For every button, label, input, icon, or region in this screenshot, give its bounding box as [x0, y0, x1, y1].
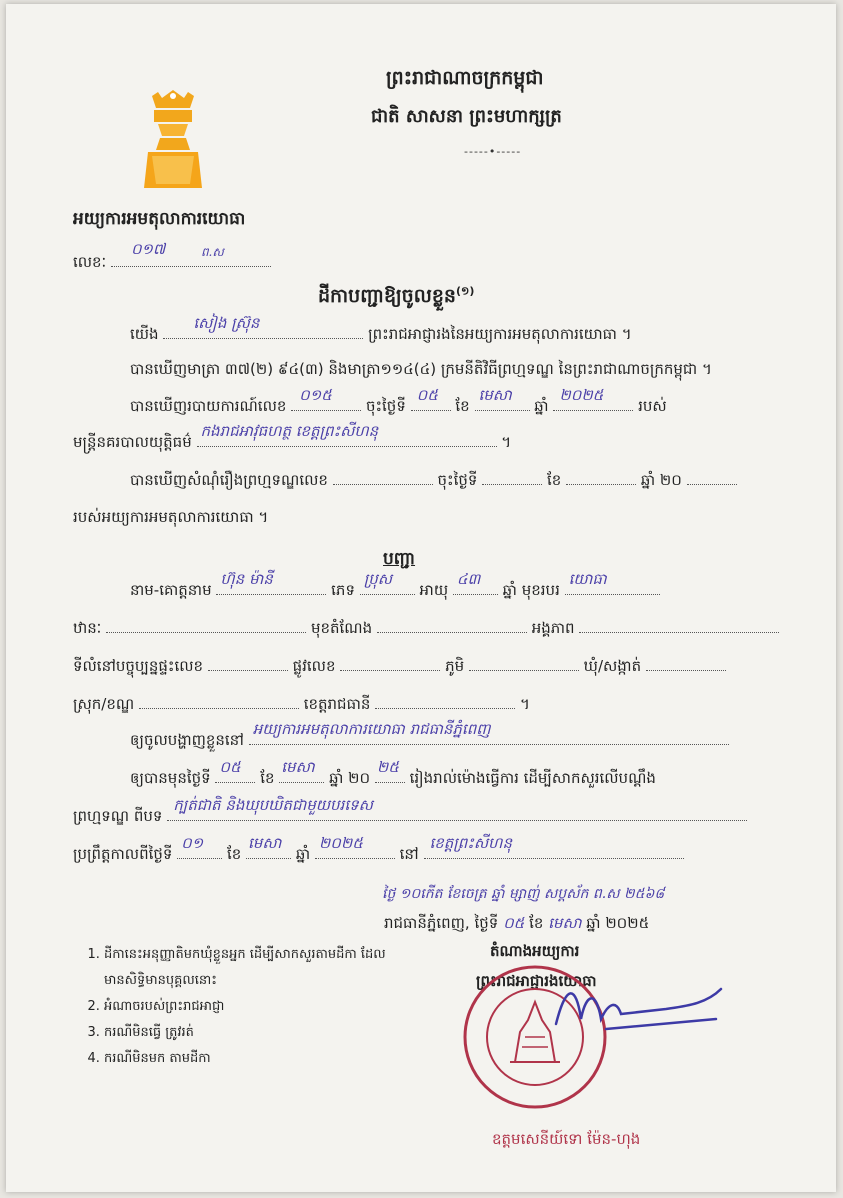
- heading-divider: -----•-----: [464, 145, 522, 158]
- organization-name: អយ្យការអមតុលាការយោធា: [73, 209, 246, 229]
- order-line-rank: [73, 618, 779, 641]
- line1-prefix: យើង: [130, 325, 159, 343]
- line1-field: [163, 314, 363, 339]
- deadline-label: ឲ្យបានមុនថ្ងៃទី: [130, 769, 211, 787]
- report-month: មេសា: [478, 386, 512, 404]
- crime-year-label: ឆ្នាំ: [295, 845, 311, 863]
- solar-month: មេសា: [548, 914, 582, 932]
- motto-heading: ជាតិ សាសនា ព្រះមហាក្សត្រ: [371, 106, 562, 127]
- street-field: [340, 656, 440, 671]
- body-line-4: [73, 422, 512, 455]
- crime-month-field: [246, 834, 291, 859]
- district-field: [139, 694, 299, 709]
- case-number-field: [333, 470, 433, 485]
- street-label: ផ្លូវលេខ: [292, 657, 336, 675]
- line3-month-label: ខែ: [455, 397, 470, 415]
- footnotes: [86, 942, 394, 1072]
- order-line-district: [73, 694, 530, 717]
- rank-label: ឋានៈ: [73, 619, 102, 637]
- sex-value: ប្រុស: [363, 570, 393, 588]
- reference-suffix: ព.ស: [200, 245, 224, 259]
- line1-suffix: ព្រះរាជអាជ្ញារងនៃអយ្យការអមតុលាការយោធា ។: [368, 325, 632, 343]
- line3-year-label: ឆ្នាំ: [534, 397, 549, 415]
- name-label: នាម-គោត្តនាម: [130, 581, 212, 599]
- crime-year-field: [315, 834, 395, 859]
- footnote-item: 2. អំណាចរបស់ព្រះរាជអាជ្ញា: [104, 994, 394, 1020]
- solar-date: [384, 914, 649, 936]
- reference-label: លេខៈ: [73, 253, 107, 271]
- order-line-crime-date: [73, 834, 684, 867]
- deadline-day-field: [215, 758, 255, 783]
- line5-prefix: បានឃើញសំណុំរឿងព្រហ្មទណ្ឌលេខ: [130, 471, 328, 489]
- signature-on-behalf: តំណាងអយ្យការ: [490, 942, 580, 960]
- position-label: មុខតំណែង: [310, 619, 373, 637]
- village-field: [469, 656, 579, 671]
- unit-label: អង្គភាព: [531, 619, 575, 637]
- house-field: [208, 656, 288, 671]
- summon-value: អយ្យការអមតុលាការយោធា រាជធានីភ្នំពេញ: [252, 720, 491, 738]
- deadline-year-label: ឆ្នាំ ២០: [329, 769, 371, 787]
- royal-emblem-icon: [138, 90, 208, 190]
- charge-label: ព្រហ្មទណ្ឌ ពីបទ: [73, 807, 163, 825]
- case-year-field: [687, 470, 737, 485]
- deadline-month-label: ខែ: [260, 769, 275, 787]
- charge-field: [167, 796, 747, 821]
- line5-year-label: ឆ្នាំ ២០: [640, 471, 682, 489]
- summon-label: ឲ្យចូលបង្ហាញខ្លួននៅ: [130, 731, 244, 749]
- body-line-2: បានឃើញមាត្រា ៣៧(២) ៩៤(៣) និងមាត្រា១១៤(៤) ក្រមនីតិវិធីព្រហ្មទណ្ឌ នៃព្រះរាជាណាចក្រកម្ពុជា ។: [130, 360, 712, 378]
- report-month-field: [475, 386, 530, 411]
- solar-year: ឆ្នាំ ២០២៥: [586, 914, 650, 932]
- solar-date-label: រាជធានីភ្នំពេញ, ថ្ងៃទី: [384, 914, 499, 932]
- case-day-field: [482, 470, 542, 485]
- line3-date-label: ចុះថ្ងៃទី: [365, 397, 406, 415]
- position-field: [377, 618, 527, 633]
- address-label: ទីលំនៅបច្ចុប្បន្នផ្ទះលេខ: [73, 657, 204, 675]
- police-unit-field: [197, 422, 497, 447]
- deadline-year: ២៥: [376, 758, 399, 776]
- deadline-year-field: [375, 758, 405, 783]
- order-line-address: [73, 656, 726, 679]
- job-field: [565, 570, 660, 595]
- case-month-field: [566, 470, 636, 485]
- crime-day: ០១: [181, 834, 204, 852]
- district-label: ស្រុក/ខណ្ឌ: [73, 695, 135, 713]
- rank-field: [106, 618, 306, 633]
- title-footnote: (១): [455, 284, 475, 298]
- lunar-date: ថ្ងៃ ១០កើត ខែចេត្រ ឆ្នាំ ម្សាញ់ សប្តស័ក ព.ស ២៥៦៨: [382, 886, 665, 902]
- summon-field: [249, 720, 729, 745]
- order-line-deadline: [130, 758, 656, 791]
- name-value: ហ៊ុន ម៉ានី: [220, 570, 273, 588]
- solar-month-label: ខែ: [529, 914, 544, 932]
- job-label: មុខរបរ: [521, 581, 560, 599]
- crime-day-field: [177, 834, 222, 859]
- order-line-name: [130, 570, 660, 603]
- name-field: [216, 570, 326, 595]
- province-field: [375, 694, 515, 709]
- deadline-day: ០៥: [219, 758, 241, 776]
- crime-year: ២០២៥: [318, 834, 363, 852]
- line3-prefix: បានឃើញរបាយការណ៍លេខ: [130, 397, 287, 415]
- crime-place: ខេត្តព្រះសីហនុ: [429, 834, 512, 852]
- police-unit: កងរាជអាវុធហត្ថ ខេត្តព្រះសីហនុ: [200, 422, 379, 440]
- crime-place-label: នៅ: [399, 845, 419, 863]
- deadline-suffix: រៀងរាល់ម៉ោងធ្វើការ ដើម្បីសាកសួរលើបណ្ដឹង: [409, 769, 656, 787]
- solar-day: ០៥: [503, 914, 525, 932]
- prosecutor-name: សៀង ស្រ៊ុន: [193, 314, 260, 332]
- line5-month-label: ខែ: [546, 471, 562, 489]
- title-text: ដីកាបញ្ជាឱ្យចូលខ្លួន: [318, 285, 456, 307]
- reference-number: ០១៧: [130, 240, 166, 258]
- report-day-field: [411, 386, 451, 411]
- charge-value: ក្បត់ជាតិ និងឃុបឃិតជាមួយបរទេស: [173, 796, 373, 814]
- document-page: [6, 4, 836, 1192]
- footnote-item: 3. ករណីមិនធ្វើ ត្រូវរត់: [104, 1020, 394, 1046]
- signer-name: ឧត្តមសេនីយ៍ទោ ម៉ែន-ហុង: [492, 1130, 641, 1148]
- age-label: អាយុ: [419, 581, 449, 599]
- commune-label: ឃុំ/សង្កាត់: [583, 657, 642, 675]
- deadline-month: មេសា: [281, 758, 315, 776]
- report-number: ០១៥: [299, 386, 332, 404]
- document-title: [318, 284, 474, 312]
- line4-prefix: មន្រ្តីនគរបាលយុត្តិធម៌: [73, 433, 192, 451]
- order-heading: បញ្ជា: [383, 549, 416, 569]
- crime-date-label: ប្រព្រឹត្តកាលពីថ្ងៃទី: [73, 845, 173, 863]
- age-value: ៤៣: [456, 570, 481, 588]
- kingdom-heading: ព្រះរាជាណាចក្រកម្ពុជា: [386, 67, 544, 89]
- reference-line: [73, 240, 271, 275]
- crime-place-field: [424, 834, 684, 859]
- crime-month-label: ខែ: [226, 845, 242, 863]
- footnote-item: 4. ករណីមិនមក តាមដីកា: [104, 1046, 394, 1072]
- line3-suffix: របស់: [638, 397, 667, 415]
- report-year: ២០២៥: [559, 386, 604, 404]
- village-label: ភូមិ: [445, 657, 465, 675]
- province-label: ខេត្តរាជធានី: [303, 695, 371, 713]
- body-line-3: [130, 386, 667, 419]
- line4-suffix: ។: [501, 433, 512, 451]
- report-year-field: [553, 386, 633, 411]
- deadline-month-field: [279, 758, 324, 783]
- report-day: ០៥: [416, 386, 438, 404]
- handwritten-signature-icon: [546, 964, 746, 1044]
- order-line-summon: [130, 720, 729, 753]
- reference-field: [111, 240, 271, 267]
- signature-role: ព្រះរាជអាជ្ញារងយោធា: [476, 972, 597, 990]
- body-line-5: [130, 470, 737, 493]
- sex-label: ភេទ: [331, 581, 355, 599]
- line5-date-label: ចុះថ្ងៃទី: [437, 471, 478, 489]
- report-number-field: [291, 386, 361, 411]
- district-end-mark: ។: [519, 695, 530, 713]
- body-line-6: របស់អយ្យការអមតុលាការយោធា ។: [73, 508, 269, 526]
- footnote-item: 1. ដីកានេះអនុញ្ញាតិមកឃុំខ្លួនអ្នក ដើម្បីសាកសួរតាមដីកា ដែលមានសិទ្ធិមានបុគ្គលនោះ: [104, 942, 394, 994]
- crime-month: មេសា: [248, 834, 282, 852]
- commune-field: [646, 656, 726, 671]
- sex-field: [360, 570, 415, 595]
- age-unit: ឆ្នាំ: [502, 581, 517, 599]
- age-field: [453, 570, 498, 595]
- job-value: យោធា: [568, 570, 607, 588]
- body-line-1: [130, 314, 632, 347]
- order-line-charge: [73, 796, 747, 829]
- unit-field: [579, 618, 779, 633]
